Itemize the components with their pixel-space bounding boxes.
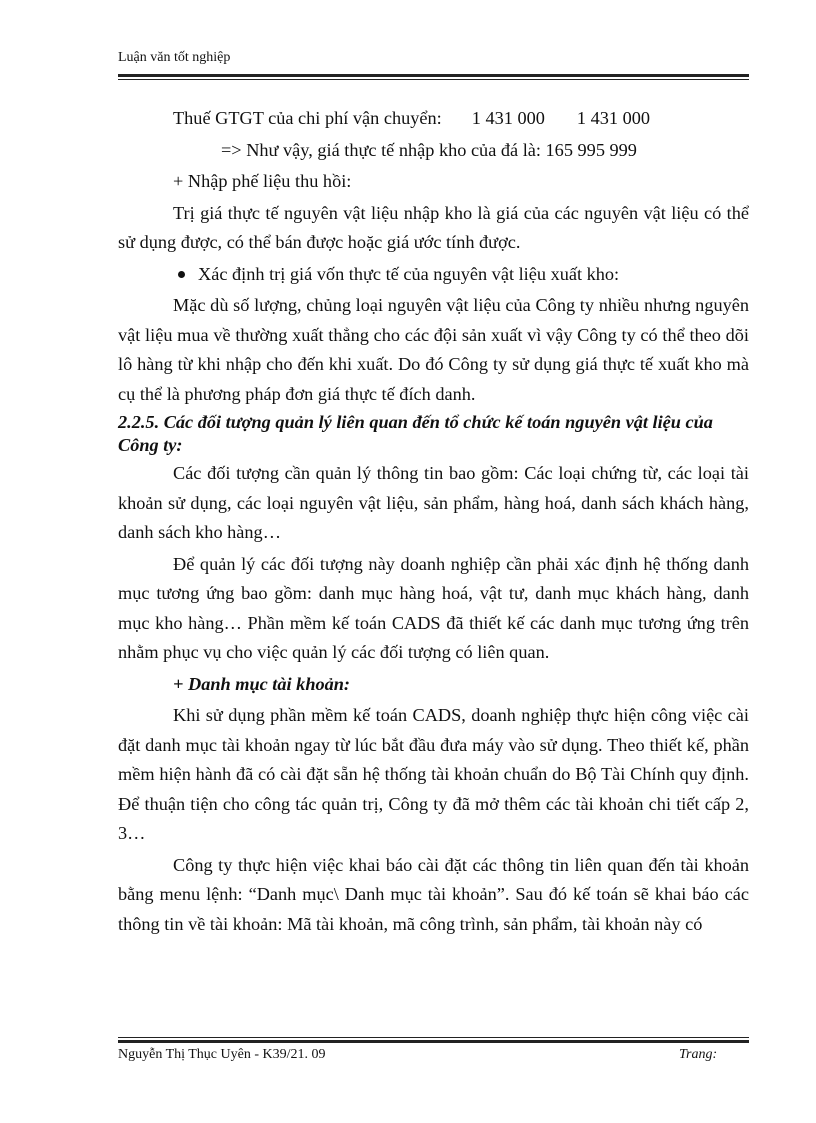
- bullet-text: Xác định trị giá vốn thực tế của nguyên vật liệu xuất kho:: [198, 263, 620, 284]
- footer-author: Nguyễn Thị Thục Uyên - K39/21. 09: [118, 1047, 326, 1062]
- vat-line: [118, 104, 749, 134]
- scrap-paragraph: Trị giá thực tế nguyên vật liệu nhập kho là giá của các nguyên vật liệu có thể sử dụng được, có thể bán được hoặc giá ước tính được.: [118, 202, 749, 252]
- vat-value-1: 1 431 000: [471, 108, 545, 128]
- page-body: [118, 104, 749, 939]
- bullet-item: [118, 260, 749, 290]
- valuation-paragraph: Mặc dù số lượng, chủng loại nguyên vật liệu của Công ty nhiều nhưng nguyên vật liệu mua về thường xuất thẳng cho các đội sản xuất vì vậy Công ty có thể theo dõi lô hàng từ khi nhập cho đến khi xuất. Do đó Công ty sử dụng giá thực tế xuất kho mà cụ thể là phương pháp đơn giá thực tế đích danh.: [118, 295, 749, 404]
- header-rule-thin: [118, 79, 749, 80]
- footer-rule-thick: [118, 1040, 749, 1043]
- scrap-heading: + Nhập phế liệu thu hồi:: [173, 171, 352, 191]
- cads-paragraph: Khi sử dụng phần mềm kế toán CADS, doanh nghiệp thực hiện công việc cài đặt danh mục tài khoản ngay từ lúc bắt đầu đưa máy vào sử dụng. Theo thiết kế, phần mềm hiện hành đã có cài đặt sẵn hệ thống tài khoản chuẩn do Bộ Tài Chính quy định. Để thuận tiện cho công tác quản trị, Công ty đã mở thêm các tài khoản chi tiết cấp 2, 3…: [118, 705, 749, 843]
- menu-paragraph: Công ty thực hiện việc khai báo cài đặt các thông tin liên quan đến tài khoản bằng menu lệnh: “Danh mục\ Danh mục tài khoản”. Sau đó kế toán sẽ khai báo các thông tin về tài khoản: Mã tài khoản, mã công trình, sản phẩm, tài khoản này có: [118, 854, 749, 934]
- objects-paragraph: Các đối tượng cần quản lý thông tin bao gồm: Các loại chứng từ, các loại tài khoản sử dụng, các loại nguyên vật liệu, sản phẩm, hàng hoá, danh sách khách hàng, danh sách kho hàng…: [118, 463, 749, 542]
- footer-rule-thin: [118, 1037, 749, 1038]
- vat-value-2: 1 431 000: [576, 108, 650, 128]
- cost-line: => Như vậy, giá thực tế nhập kho của đá là: 165 995 999: [221, 139, 637, 160]
- footer-page-label: Trang:: [679, 1047, 718, 1062]
- account-heading: + Danh mục tài khoản:: [173, 673, 351, 694]
- section-heading: 2.2.5. Các đối tượng quản lý liên quan đến tổ chức kế toán nguyên vật liệu của Công ty:: [118, 412, 713, 455]
- manage-paragraph: Để quản lý các đối tượng này doanh nghiệp cần phải xác định hệ thống danh mục tương ứng bao gồm: danh mục hàng hoá, vật tư, danh mục khách hàng, danh mục kho hàng… Phần mềm kế toán CADS đã thiết kế các danh mục tương ứng trên nhằm phục vụ cho việc quản lý các đối tượng có liên quan.: [118, 553, 749, 662]
- vat-label: Thuế GTGT của chi phí vận chuyển:: [173, 108, 442, 128]
- header-rule-thick: [118, 74, 749, 77]
- header-title: Luận văn tốt nghiệp: [118, 50, 231, 65]
- bullet-icon: [178, 271, 185, 278]
